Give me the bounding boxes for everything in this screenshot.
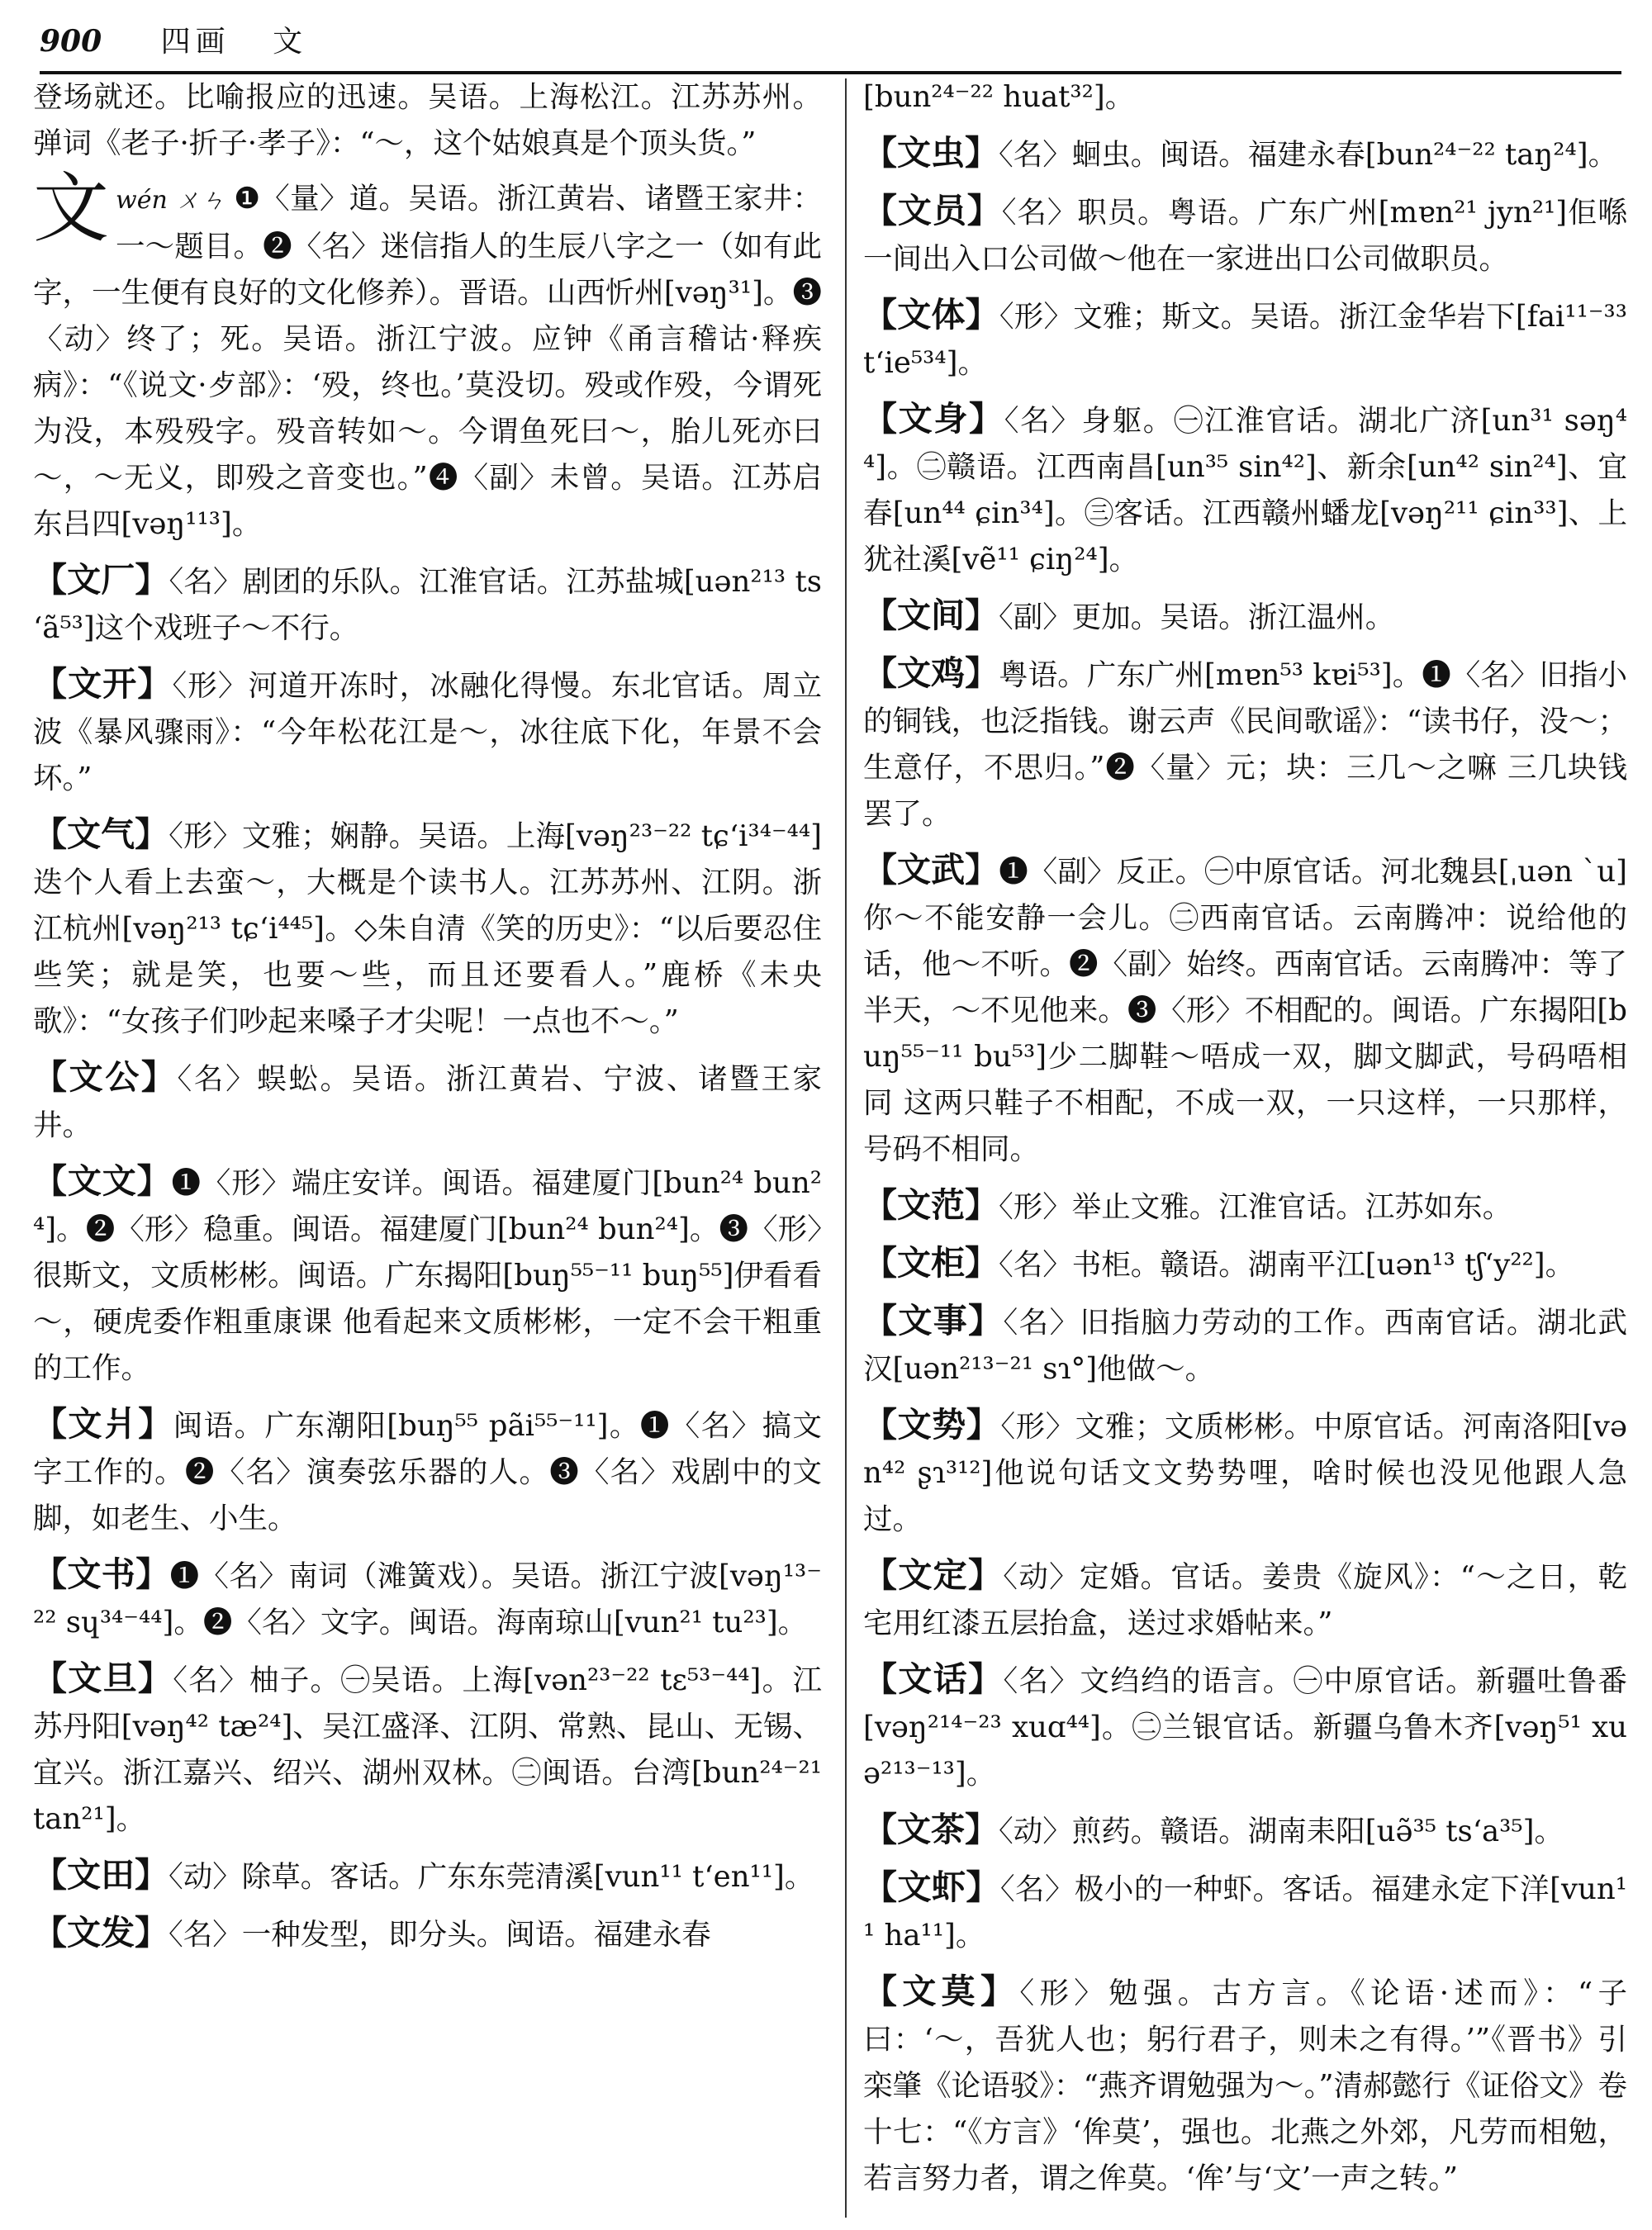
entry-definition: 〈形〉文雅；娴静。吴语。上海[vəŋ²³⁻²² tɕʻi³⁴⁻⁴⁴]迭个人看上去蛮～，大概是个读书人。江苏苏州、江阴。浙江杭州[vəŋ²¹³ tɕʻi⁴⁴⁵]。◇朱自清《笑的历史》：“以后要忍住些笑；就是笑，也要～些，而且还要看人。”鹿桥《未央歌》：“女孩子们吵起来嗓子才尖呢！一点也不～。” xyxy=(33,819,822,1038)
entry-definition: 〈形〉文雅；文质彬彬。中原官话。河南洛阳[vən⁴² ʂɿ³¹²]他说句话文文势势哩，啥时候也没见他跟人急过。 xyxy=(863,1410,1628,1536)
entry xyxy=(33,1401,822,1542)
entry xyxy=(33,1910,822,1958)
entry-headword: 【文武】 xyxy=(863,850,999,890)
continuation-text: 登场就还。比喻报应的迅速。吴语。上海松江。江苏苏州。弹词《老子·折子·孝子》：“～，这个姑娘真是个顶头货。” xyxy=(33,80,822,160)
entry-headword: 【文事】 xyxy=(863,1301,1004,1340)
entry xyxy=(863,1182,1627,1231)
entry xyxy=(863,847,1627,1173)
right-column xyxy=(863,74,1627,2211)
entry-headword: 【文间】 xyxy=(863,595,999,635)
headword-character: 文 xyxy=(33,164,110,253)
entry-headword: 【文虾】 xyxy=(863,1867,1000,1907)
entry-definition: 〈名〉柚子。㊀吴语。上海[vən²³⁻²² tɛ⁵³⁻⁴⁴]。江苏丹阳[vəŋ⁴² tæ²⁴]、吴江盛泽、江阴、常熟、昆山、无锡、宜兴。浙江嘉兴、绍兴、湖州双林。㊁闽语。台湾[bun²⁴⁻²¹ tan²¹]。 xyxy=(33,1663,822,1836)
continuation-text: [bun²⁴⁻²² huat³²]。 xyxy=(863,80,1135,114)
entry-definition: 〈名〉蜈蚣。吴语。浙江黄岩、宁波、诸暨王家井。 xyxy=(33,1062,822,1142)
entry-headword: 【文身】 xyxy=(863,399,1004,439)
entry-definition: ❶〈形〉端庄安详。闽语。福建厦门[bun²⁴ bun²⁴]。❷〈形〉稳重。闽语。福建厦门[bun²⁴ bun²⁴]。❸〈形〉很斯文，文质彬彬。闽语。广东揭阳[buŋ⁵⁵⁻¹¹ buŋ⁵⁵]伊看看～，硬虎委作粗重康课 他看起来文质彬彬，一定不会干粗重的工作。 xyxy=(33,1166,823,1385)
page-number: 900 xyxy=(40,24,102,59)
entry xyxy=(863,187,1627,282)
entry xyxy=(863,650,1627,837)
entry-headword: 【文势】 xyxy=(863,1405,1001,1445)
entry-definition: 〈名〉蛔虫。闽语。福建永春[bun²⁴⁻²² taŋ²⁴]。 xyxy=(999,138,1618,172)
entry-headword: 【文范】 xyxy=(863,1185,999,1225)
header-character: 文 xyxy=(273,25,303,59)
entry xyxy=(863,1240,1627,1288)
entry-definition: 〈形〉河道开冻时，冰融化得慢。东北官话。周立波《暴风骤雨》：“今年松花江是～，冰往底下化，年景不会坏。” xyxy=(33,669,822,795)
entry xyxy=(863,1298,1627,1393)
entry-headword: 【文田】 xyxy=(33,1855,169,1895)
entry xyxy=(33,811,822,1045)
entry-headword: 【文鸡】 xyxy=(863,653,999,693)
entry xyxy=(33,1852,822,1900)
entry-headword: 【文虫】 xyxy=(863,133,999,173)
entry-definition: 〈动〉定婚。官话。姜贵《旋风》：“～之日，乾宅用红漆五层抬盒，送过求婚帖来。” xyxy=(863,1560,1628,1640)
entry-definition: 〈名〉职员。粤语。广东广州[mɐn²¹ jyn²¹]佢喺一间出入口公司做～他在一家进出口公司做职员。 xyxy=(863,196,1628,276)
entry-headword: 【文书】 xyxy=(33,1554,170,1594)
entry-definition: 〈形〉文雅；斯文。吴语。浙江金华岩下[fai¹¹⁻³³ tʻie⁵³⁴]。 xyxy=(863,300,1628,380)
entry xyxy=(863,1968,1627,2202)
entry-wen xyxy=(33,164,823,548)
left-column xyxy=(33,74,822,1967)
page-header xyxy=(40,15,302,68)
entry-headword: 【文气】 xyxy=(33,814,169,854)
entry-definition: 〈名〉身躯。㊀江淮官话。湖北广济[un³¹ səŋ⁴⁴]。㊁赣语。江西南昌[un³⁵ sin⁴²]、新余[un⁴² sin²⁴]、宜春[un⁴⁴ ɕin³⁴]。㊂客话。江西赣州蟠龙[vəŋ²¹¹ ɕin³³]、上犹社溪[vẽ¹¹ ɕiŋ²⁴]。 xyxy=(863,404,1627,576)
entry-headword: 【文定】 xyxy=(863,1555,1004,1595)
entry xyxy=(863,1656,1627,1797)
entry-definition: 〈形〉勉强。古方言。《论语·述而》：“子曰：‘～，吾犹人也；躬行君子，则未之有得。’”《晋书》引栾肇《论语驳》：“燕齐谓勉强为～。”清郝懿行《证俗文》卷十七：“《方言》‘侔莫’，强也。北燕之外郊，凡劳而相勉，若言努力者，谓之侔莫。‘侔’与‘文’一声之转。” xyxy=(863,1976,1627,2195)
entry-headword: 【文爿】 xyxy=(33,1404,173,1444)
entry-headword: 【文厂】 xyxy=(33,560,169,600)
entry-headword: 【文体】 xyxy=(863,295,999,334)
entry xyxy=(33,1158,822,1392)
entry-definition: 粤语。广东广州[mɐn⁵³ kɐi⁵³]。❶〈名〉旧指小的铜钱，也泛指钱。谢云声《民间歌谣》：“读书仔，没～；生意仔，不思归。”❷〈量〉元；块：三几～之嘛 三几块钱罢了。 xyxy=(863,658,1627,831)
entry xyxy=(863,396,1627,583)
column-divider xyxy=(845,78,847,2218)
entry-definition: 〈名〉旧指脑力劳动的工作。西南官话。湖北武汉[uən²¹³⁻²¹ sɿ°]他做～。 xyxy=(863,1306,1627,1386)
entry-definition: 〈动〉煎药。赣语。湖南耒阳[uə̃³⁵ tsʻa³⁵]。 xyxy=(999,1815,1564,1848)
entry-headword: 【文茶】 xyxy=(863,1810,999,1849)
entry-definition: ❶〈量〉道。吴语。浙江黄岩、诸暨王家井：一～题目。❷〈名〉迷信指人的生辰八字之一（如有此字，一生便有良好的文化修养）。晋语。山西忻州[vəŋ³¹]。❸〈动〉终了；死。吴语。浙江宁波。应钟《甬言稽诂·释疾病》：“《说文·歺部》：‘殁，终也。’莫没切。殁或作殁，今谓死为没，本殁殁字。殁音转如～。今谓鱼死曰～，胎儿死亦曰～，～无义，即殁之音变也。”❹〈副〉未曾。吴语。江苏启东吕四[vəŋ¹¹³]。 xyxy=(33,182,823,541)
section-label: 四画 xyxy=(160,25,230,59)
entry-definition: 〈名〉一种发型，即分头。闽语。福建永春 xyxy=(169,1918,711,1952)
entry xyxy=(33,661,822,802)
entry xyxy=(33,1551,822,1646)
entry xyxy=(33,557,822,652)
entry-definition: ❶〈副〉反正。㊀中原官话。河北魏县[ˌuən ˋu]你～不能安静一会儿。㊁西南官话。云南腾冲：说给他的话，他～不听。❷〈副〉始终。西南官话。云南腾冲：等了半天，～不见他来。❸〈形〉不相配的。闽语。广东揭阳[buŋ⁵⁵⁻¹¹ bu⁵³]少二脚鞋～唔成一双，脚文脚武，号码唔相同 这两只鞋子不相配，不成一双，一只这样，一只那样，号码不相同。 xyxy=(863,855,1628,1166)
entry-headword: 【文开】 xyxy=(33,664,173,704)
headword-pinyin: wén ㄨㄣ xyxy=(116,186,226,215)
entry xyxy=(863,1552,1627,1647)
entry xyxy=(33,1655,822,1843)
entry-headword: 【文旦】 xyxy=(33,1658,173,1698)
entry xyxy=(863,130,1627,178)
entry-headword: 【文话】 xyxy=(863,1659,1004,1699)
entry xyxy=(33,1054,822,1149)
entry xyxy=(863,1402,1627,1543)
entry-headword: 【文公】 xyxy=(33,1057,178,1097)
entry-definition: 〈副〉更加。吴语。浙江温州。 xyxy=(999,600,1395,634)
entry xyxy=(863,292,1627,387)
entry-headword: 【文莫】 xyxy=(863,1971,1020,2011)
entry xyxy=(863,1806,1627,1855)
entry-definition: 〈名〉书柜。赣语。湖南平江[uən¹³ tʃʻy²²]。 xyxy=(999,1248,1575,1282)
entry-definition: 〈名〉文绉绉的语言。㊀中原官话。新疆吐鲁番[vəŋ²¹⁴⁻²³ xuɑ⁴⁴]。㊁兰银官话。新疆乌鲁木齐[vəŋ⁵¹ xuə²¹³⁻¹³]。 xyxy=(863,1664,1627,1791)
entry-definition: 闽语。广东潮阳[buŋ⁵⁵ pãi⁵⁵⁻¹¹]。❶〈名〉搞文字工作的。❷〈名〉演奏弦乐器的人。❸〈名〉戏剧中的文脚，如老生、小生。 xyxy=(33,1409,823,1535)
entry-definition: 〈名〉极小的一种虾。客话。福建永定下洋[vun¹¹ ha¹¹]。 xyxy=(863,1872,1627,1952)
entry xyxy=(863,592,1627,641)
entry-headword: 【文柜】 xyxy=(863,1243,999,1283)
entry-definition: ❶〈名〉南词（滩簧戏）。吴语。浙江宁波[vəŋ¹³⁻²² sɥ³⁴⁻⁴⁴]。❷〈名〉文字。闽语。海南琼山[vun²¹ tu²³]。 xyxy=(33,1559,823,1639)
entry-definition: 〈名〉剧团的乐队。江淮官话。江苏盐城[uən²¹³ tsʻã⁵³]这个戏班子～不行。 xyxy=(33,565,822,645)
entry-definition: 〈形〉举止文雅。江淮官话。江苏如东。 xyxy=(999,1190,1512,1224)
entry-headword: 【文员】 xyxy=(863,191,1002,230)
entry-headword: 【文文】 xyxy=(33,1161,172,1201)
entry-headword: 【文发】 xyxy=(33,1913,169,1952)
entry-definition: 〈动〉除草。客话。广东东莞清溪[vun¹¹ tʻen¹¹]。 xyxy=(169,1860,814,1894)
entry xyxy=(863,1864,1627,1959)
